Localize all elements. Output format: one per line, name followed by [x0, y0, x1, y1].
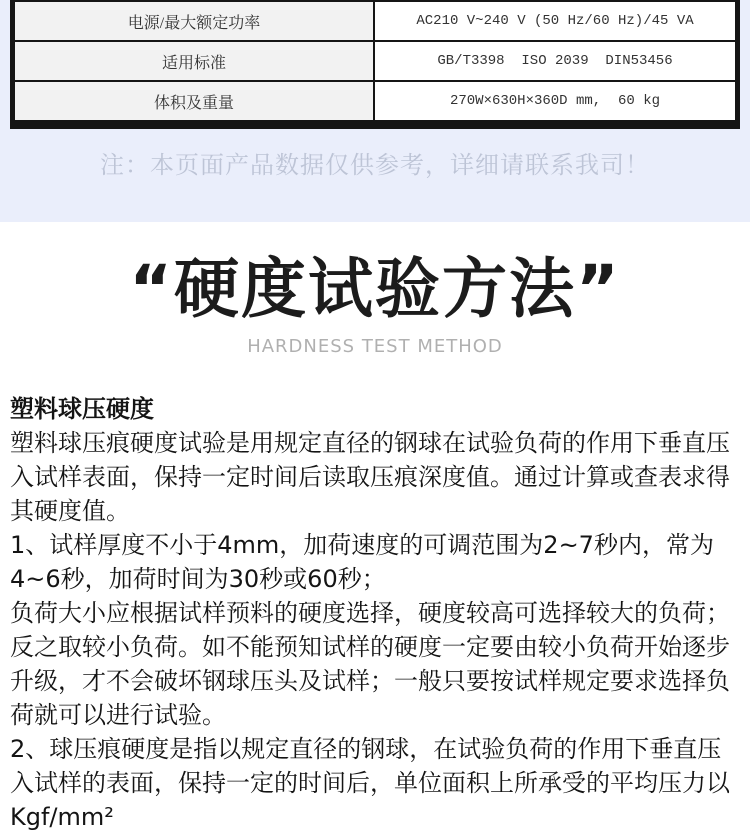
disclaimer-note: 注：本页面产品数据仅供参考，详细请联系我司！ [100, 151, 650, 179]
spec-label-power: 电源/最大额定功率 [15, 2, 375, 40]
table-row [15, 40, 735, 80]
article-body [0, 392, 750, 834]
spec-value-standards: GB/T3398 ISO 2039 DIN53456 [375, 42, 735, 80]
page-title: “硬度试验方法” [129, 252, 621, 327]
spec-value-size-weight: 270W×630H×360D mm, 60 kg [375, 82, 735, 120]
spec-value-power: AC210 V~240 V (50 Hz/60 Hz)/45 VA [375, 2, 735, 40]
spec-label-standards: 适用标准 [15, 42, 375, 80]
table-row [15, 2, 735, 40]
page-subtitle: HARDNESS TEST METHOD [247, 336, 503, 358]
hero-section [0, 222, 750, 357]
article-item-1-line-1: 1、试样厚度不小于4mm，加荷速度的可调范围为2~7秒内，常为4~6秒，加荷时间为30秒或60秒； [10, 531, 714, 594]
spec-table [10, 0, 740, 129]
spec-label-size-weight: 体积及重量 [15, 82, 375, 120]
article-item-2: 2、球压痕硬度是指以规定直径的钢球，在试验负荷的作用下垂直压入试样的表面，保持一定的时间后，单位面积上所承受的平均压力以Kgf/mm² [10, 735, 730, 832]
article-section-heading: 塑料球压硬度 [10, 395, 154, 424]
article-intro-paragraph: 塑料球压痕硬度试验是用规定直径的钢球在试验负荷的作用下垂直压入试样表面，保持一定时间后读取压痕深度值。通过计算或查表求得其硬度值。 [10, 429, 730, 526]
article-item-1-line-2: 负荷大小应根据试样预料的硬度选择，硬度较高可选择较大的负荷；反之取较小负荷。如不能预知试样的硬度一定要由较小负荷开始逐步升级，才不会破坏钢球压头及试样；一般只要按试样规定要求选择负荷就可以进行试验。 [10, 599, 730, 730]
product-spec-section [0, 0, 750, 222]
table-row [15, 80, 735, 120]
